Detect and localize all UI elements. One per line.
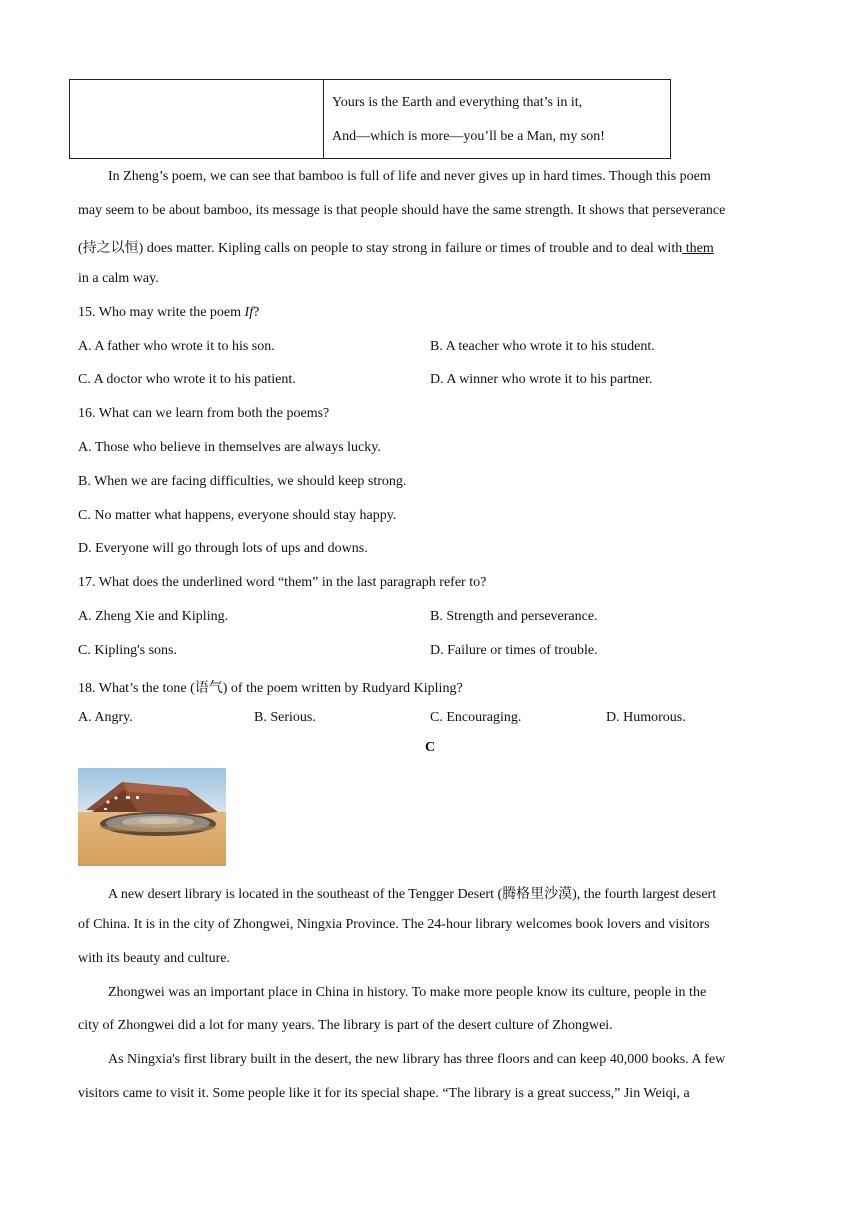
question-17-option-b: B. Strength and perseverance. — [430, 609, 598, 624]
poem-table-right-cell — [324, 80, 670, 158]
question-15-option-d: D. A winner who wrote it to his partner. — [430, 372, 653, 387]
passage-b-line-2: may seem to be about bamboo, its message is that people should have the same strength. It shows that perseverance — [78, 203, 726, 218]
question-16-option-c: C. No matter what happens, everyone should stay happy. — [78, 508, 397, 523]
question-18-option-d: D. Humorous. — [606, 710, 686, 725]
desert-library-photo — [78, 768, 226, 866]
passage-b-line-4: in a calm way. — [78, 271, 159, 286]
section-c-p1-line-3: with its beauty and culture. — [78, 951, 231, 966]
underlined-word-them: them — [682, 241, 714, 256]
section-c-p1-line-2: of China. It is in the city of Zhongwei, Ningxia Province. The 24-hour library welcomes book lovers and visitors — [78, 917, 710, 932]
question-18-stem: 18. What’s the tone (语气) of the poem written by Rudyard Kipling? — [78, 681, 463, 696]
question-15-option-a: A. A father who wrote it to his son. — [78, 339, 275, 354]
section-c-heading: C — [424, 740, 436, 755]
section-c-p2-line-2: city of Zhongwei did a lot for many years. The library is part of the desert culture of Zhongwei. — [78, 1018, 613, 1033]
question-15-option-b: B. A teacher who wrote it to his student. — [430, 339, 655, 354]
section-c-p1-line-1: A new desert library is located in the southeast of the Tengger Desert (腾格里沙漠), the fourth largest desert — [108, 887, 717, 902]
question-15-stem-italic: If — [244, 305, 254, 320]
question-16-stem: 16. What can we learn from both the poems? — [78, 406, 330, 421]
poem-line-1: Yours is the Earth and everything that’s in it, — [332, 95, 583, 110]
question-15-stem-post: ? — [253, 305, 260, 320]
section-c-p2-line-1: Zhongwei was an important place in China in history. To make more people know its culture, people in the — [108, 985, 707, 1000]
question-15-stem-pre: 15. Who may write the poem — [78, 305, 245, 320]
question-15-stem — [78, 305, 259, 321]
question-17-option-c: C. Kipling's sons. — [78, 643, 177, 658]
question-17-option-a: A. Zheng Xie and Kipling. — [78, 609, 229, 624]
question-17-stem: 17. What does the underlined word “them” in the last paragraph refer to? — [78, 575, 487, 590]
passage-b-line-1: In Zheng’s poem, we can see that bamboo is full of life and never gives up in hard times. Though this poem — [108, 169, 711, 184]
question-18-option-a: A. Angry. — [78, 710, 133, 725]
section-c-p3-line-1: As Ningxia's first library built in the desert, the new library has three floors and can keep 40,000 books. A few — [108, 1052, 726, 1067]
poem-table-left-cell — [70, 80, 324, 158]
question-16-option-b: B. When we are facing difficulties, we should keep strong. — [78, 474, 407, 489]
passage-b-line-3-text: (持之以恒) does matter. Kipling calls on people to stay strong in failure or times of trouble and to deal with — [78, 241, 683, 256]
section-c-p3-line-2: visitors came to visit it. Some people like it for its special shape. “The library is a great success,” Jin Weiqi, a — [78, 1086, 690, 1101]
question-18-option-b: B. Serious. — [254, 710, 316, 725]
question-16-option-d: D. Everyone will go through lots of ups and downs. — [78, 541, 368, 556]
question-15-option-c: C. A doctor who wrote it to his patient. — [78, 372, 296, 387]
poem-line-2: And—which is more—you’ll be a Man, my son! — [332, 129, 605, 144]
passage-b-line-3 — [78, 237, 714, 257]
question-17-option-d: D. Failure or times of trouble. — [430, 643, 598, 658]
question-18-option-c: C. Encouraging. — [430, 710, 522, 725]
poem-table — [69, 79, 671, 159]
question-16-option-a: A. Those who believe in themselves are always lucky. — [78, 440, 381, 455]
